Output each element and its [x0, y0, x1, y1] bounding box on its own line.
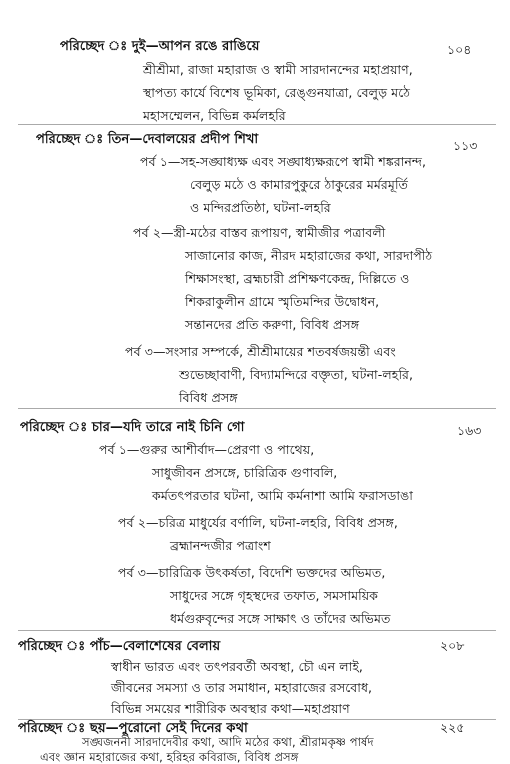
part-line: ব্রহ্মানন্দজীর পত্রাংশ	[170, 538, 271, 553]
page-number: ১০৪	[447, 42, 472, 57]
entry-line: স্থাপত্য কার্যে বিশেষ ভূমিকা, রেঙ্গুনযাত্রা, বেলুড় মঠে	[143, 85, 411, 100]
part-line: সাধুজীবন প্রসঙ্গে, চারিত্রিক গুণাবলি,	[152, 465, 338, 480]
part-line: সাধুদের সঙ্গে গৃহস্থদের তফাত, সমসাময়িক	[170, 588, 379, 603]
part-line: সন্তানদের প্রতি করুণা, বিবিধ প্রসঙ্গ	[185, 317, 360, 332]
page-number: ২২৫	[440, 720, 465, 735]
section-divider	[18, 719, 496, 720]
entry-line: এবং জ্ঞান মহারাজের কথা, হরিহর কবিরাজ, বিবিধ প্রসঙ্গ	[40, 750, 299, 764]
part-line: শিকরাকুলীন গ্রামে স্মৃতিমন্দির উদ্বোধন,	[185, 294, 380, 309]
part-line: পর্ব ১—সহ-সঙ্ঘাধ্যক্ষ এবং সঙ্ঘাধ্যক্ষরূপে স্বামী শঙ্করানন্দ,	[140, 154, 427, 169]
part-line: সাজানোর কাজ, নীরদ মহারাজের কথা, সারদাপীঠ	[185, 248, 433, 263]
part-line: পর্ব ৩—চারিত্রিক উৎকর্ষতা, বিদেশি ভক্তদের অভিমত,	[118, 565, 386, 580]
page-number: ১১৩	[453, 138, 478, 153]
part-line: পর্ব ৩—সংসার সম্পর্কে, শ্রীশ্রীমায়ের শতবর্ষজয়ন্তী এবং	[125, 344, 396, 359]
part-line: পর্ব ২—চরিত্র মাধুর্যের বর্ণালি, ঘটনা-লহরি, বিবিধ প্রসঙ্গ,	[118, 515, 398, 530]
part-line: পর্ব ১—গুরুর আশীর্বাদ—প্রেরণা ও পাথেয়,	[99, 442, 315, 457]
part-line: কর্মতৎপরতার ঘটনা, আমি কর্মনাশা আমি ফরাসডাঙা	[152, 488, 413, 503]
chapter-heading: পরিচ্ছেদ ঃ তিন—দেবালয়ের প্রদীপ শিখা	[36, 132, 259, 147]
part-line: পর্ব ২—স্ত্রী-মঠের বাস্তব রূপায়ণ, স্বামীজীর পত্রাবলী	[133, 225, 386, 240]
section-divider	[18, 630, 496, 631]
entry-line: বিভিন্ন সময়ের শারীরিক অবস্থার কথা—মহাপ্রয়াণ	[111, 701, 350, 716]
page-number: ১৬৩	[457, 423, 482, 438]
entry-line: শ্রীশ্রীমা, রাজা মহারাজ ও স্বামী সারদানন্দের মহাপ্রয়াণ,	[143, 62, 413, 77]
entry-line: স্বাধীন ভারত এবং তৎপরবর্তী অবস্থা, চৌ এন লাই,	[111, 659, 363, 674]
entry-line: মহাসম্মেলন, বিভিন্ন কর্মলহরি	[143, 108, 286, 123]
chapter-heading: পরিচ্ছেদ ঃ দুই—আপন রঙে রাঙিয়ে	[60, 39, 260, 54]
part-line: বেলুড় মঠে ও কামারপুকুরে ঠাকুরের মর্মরমূর্তি	[190, 177, 408, 192]
part-line: শিক্ষাসংস্থা, ব্রহ্মচারী প্রশিক্ষণকেন্দ্র, দিল্লিতে ও	[185, 271, 410, 286]
part-line: বিবিধ প্রসঙ্গ	[179, 390, 238, 405]
part-line: ও মন্দিরপ্রতিষ্ঠা, ঘটনা-লহরি	[190, 200, 331, 215]
page-number: ২০৮	[440, 638, 465, 653]
part-line: শুভেচ্ছাবাণী, বিদ্যামন্দিরে বক্তৃতা, ঘটনা-লহরি,	[179, 367, 414, 382]
section-divider	[18, 408, 496, 409]
chapter-heading: পরিচ্ছেদ ঃ চার—যদি তারে নাই চিনি গো	[20, 420, 245, 435]
chapter-heading: পরিচ্ছেদ ঃ ছয়—পুরোনো সেই দিনের কথা	[18, 721, 248, 736]
entry-line: জীবনের সমস্যা ও তার সমাধান, মহারাজের রসবোধ,	[111, 680, 373, 695]
section-divider	[18, 124, 496, 125]
chapter-heading: পরিচ্ছেদ ঃ পাঁচ—বেলাশেষের বেলায়	[18, 639, 221, 654]
entry-line: সঙ্ঘজননী সারদাদেবীর কথা, আদি মঠের কথা, শ্রীরামকৃষ্ণ পার্ষদ	[82, 735, 374, 749]
part-line: ধর্মগুরুবৃন্দের সঙ্গে সাক্ষাৎ ও তাঁদের অভিমত	[170, 611, 391, 626]
